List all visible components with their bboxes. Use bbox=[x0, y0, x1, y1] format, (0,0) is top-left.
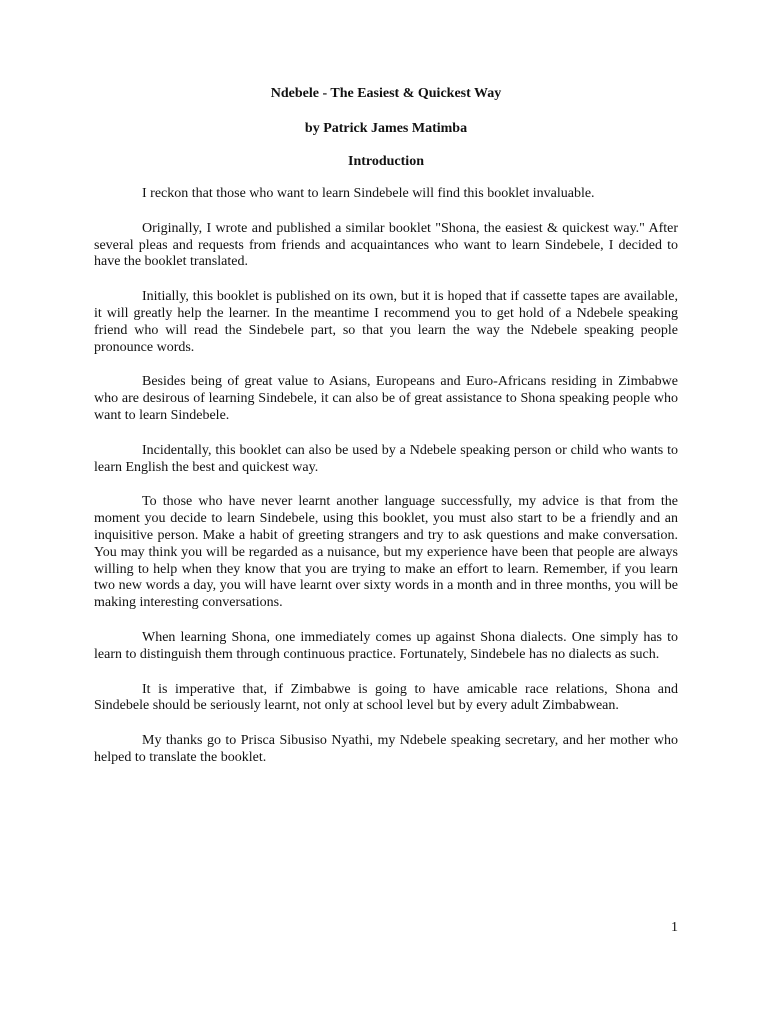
paragraph-1: I reckon that those who want to learn Sindebele will find this booklet invaluable. bbox=[142, 186, 595, 201]
paragraph-3: Initially, this booklet is published on its own, but it is hoped that if cassette tapes are available, it will greatly help the learner. In the meantime I recommend you to get hold of a Ndebele speaking friend who will read the Sindebele part, so that you learn the way the Ndebele speaking people pronounce words. bbox=[94, 289, 678, 355]
paragraph-6: To those who have never learnt another language successfully, my advice is that from the moment you decide to learn Sindebele, using this booklet, you must also start to be a friendly and an inquisitive person. Make a habit of greeting strangers and try to ask questions and make conversation. You may think you will be regarded as a nuisance, but my experience have been that people are always willing to help when they know that you are trying to make an effort to learn. Remember, if you learn two new words a day, you will have learnt over sixty words in a month and in three months, you will be making interesting conversations. bbox=[94, 494, 678, 611]
paragraph-7: When learning Shona, one immediately comes up against Shona dialects. One simply has to learn to distinguish them through continuous practice. Fortunately, Sindebele has no dialects as such. bbox=[94, 629, 678, 662]
paragraph-8: It is imperative that, if Zimbabwe is going to have amicable race relations, Shona and Sindebele should be seriously learnt, not only at school level but by every adult Zimbabwean. bbox=[94, 681, 678, 714]
document-author: by Patrick James Matimba bbox=[304, 121, 468, 136]
paragraph-2: Originally, I wrote and published a similar booklet "Shona, the easiest & quickest way." After several pleas and requests from friends and acquaintances who want to learn Sindebele, I decided to have the booklet translated. bbox=[94, 220, 678, 270]
paragraph-5: Incidentally, this booklet can also be used by a Ndebele speaking person or child who wants to learn English the best and quickest way. bbox=[94, 442, 678, 475]
paragraph-9: My thanks go to Prisca Sibusiso Nyathi, my Ndebele speaking secretary, and her mother who helped to translate the booklet. bbox=[94, 733, 678, 765]
section-heading: Introduction bbox=[348, 154, 424, 169]
page-number: 1 bbox=[671, 920, 678, 935]
document-title: Ndebele - The Easiest & Quickest Way bbox=[270, 86, 502, 101]
document-body bbox=[94, 186, 678, 785]
paragraph-4: Besides being of great value to Asians, Europeans and Euro-Africans residing in Zimbabwe who are desirous of learning Sindebele, it can also be of great assistance to Shona speaking people who want to learn Sindebele. bbox=[94, 374, 678, 423]
